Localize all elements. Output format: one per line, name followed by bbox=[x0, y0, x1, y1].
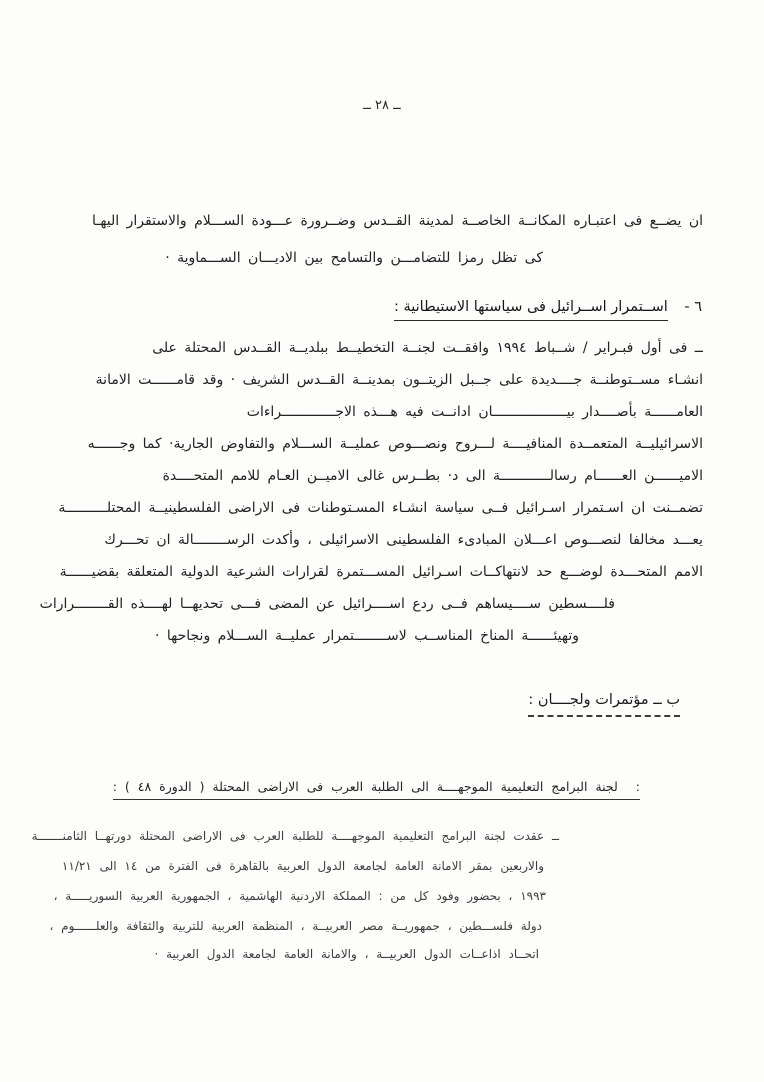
committee-heading bbox=[113, 779, 640, 800]
paragraph-line: ١٩٩٣ ، بحضور وفود كل من : المملكة الاردنية الهاشمية ، الجمهورية العربية السوريـــــة ، bbox=[53, 889, 546, 903]
paragraph-line: الاميــــــن العــــــام رسالــــــــــــة الى د· بطــرس غالى الاميــن العـام للامم المتحــــدة bbox=[162, 468, 703, 484]
paragraph-line: وتهيئــــــة المناخ المناســب لاســــــــتمرار عمليــة الســـلام ونجاحها · bbox=[154, 628, 579, 644]
paragraph-line: يعـــد مخالفا لنصـــوص اعـــلان المبادىء الفلسطينى الاسرائيلى ، وأكدت الرســــــــالة ان تحـــرك bbox=[104, 532, 703, 548]
section-6-heading bbox=[394, 299, 702, 315]
committee-heading-title: لجنة البرامج التعليمية الموجهــــة الى الطلبة العرب فى الاراضى المحتلة ( الدورة ٤٨ ) : bbox=[112, 779, 618, 794]
paragraph-line: والاربعين بمقر الامانة العامة لجامعة الدول العربية بالقاهرة فى الفترة من ١٤ الى ١١/٢١ bbox=[61, 859, 544, 873]
section-number: ٦ - bbox=[684, 299, 702, 315]
paragraph-line: دولة فلســـطين ، جمهوريــة مصر العربيــة ، المنظمة العربية للتربية والثقافة والعلــــــوم ، bbox=[49, 919, 542, 933]
paragraph-line: الاسرائيليــة المتعمــدة المنافيــــة لـــروح ونصـــوص عمليــة الســـلام والتفاوض الجارية· كما وجــــــه bbox=[87, 436, 703, 452]
paragraph-line: اتحــاد اذاعــات الدول العربيــة ، والامانة العامة لجامعة الدول العربية · bbox=[154, 947, 539, 961]
page-number: ــ ٢٨ ــ bbox=[363, 98, 401, 113]
heading-prefix-colon: : bbox=[635, 779, 640, 794]
paragraph-line: ــ عقدت لجنة البرامج التعليمية الموجهــــة للطلبة العرب فى الاراضى المحتلة دورتهــا الثامنـــــــة bbox=[31, 829, 559, 843]
paragraph-line: انشـاء مســتوطنــة جــــديدة على جــبل الزيتــون بمدينــة القــدس الشريف · وقد قامــــــت الامانة bbox=[95, 372, 703, 388]
paragraph-line: تضمــنت ان اسـتمرار اسـرائيل فــى سياسة انشـاء المسـتوطنات فى الاراضى الفلسطينيــة المحتلــــــــــة bbox=[58, 500, 703, 516]
paragraph-line: فلــــسطين ســــيساهم فــى ردع اســــرائيل عن المضى فـــى تحديهــا لهــــذه القــــــــرارات bbox=[39, 596, 615, 612]
paragraph-line: كى تظل رمزا للتضامـــن والتسامح بين الاديـــان الســـماوية · bbox=[165, 250, 543, 266]
paragraph-line: ان يضــع فى اعتبـاره المكانــة الخاصــة لمدينة القــدس وضــرورة عـــودة الســـلام والاستقرار اليهـا bbox=[91, 213, 703, 229]
paragraph-line: العامــــــة بأصــــدار بيــــــــــــــــــان ادانــت فيه هـــذه الاجـــــــــــــراءات bbox=[246, 404, 703, 420]
section-b-heading: ب ــ مؤتمرات ولجــــان : bbox=[528, 692, 680, 717]
paragraph-line: ــ فى أول فبـراير / شــباط ١٩٩٤ وافقــت لجنــة التخطيــط ببلديــة القــدس المحتلة على bbox=[152, 340, 703, 356]
section-title: اســتمرار اســرائيل فى سياستها الاستيطانية : bbox=[394, 299, 668, 321]
paragraph-line: الامم المتحـــدة لوضـــع حد لانتهاكــات اسـرائيل المســـتمرة لقرارات الشرعية الدولية المتعلقة بقضيــــــة bbox=[59, 564, 703, 580]
